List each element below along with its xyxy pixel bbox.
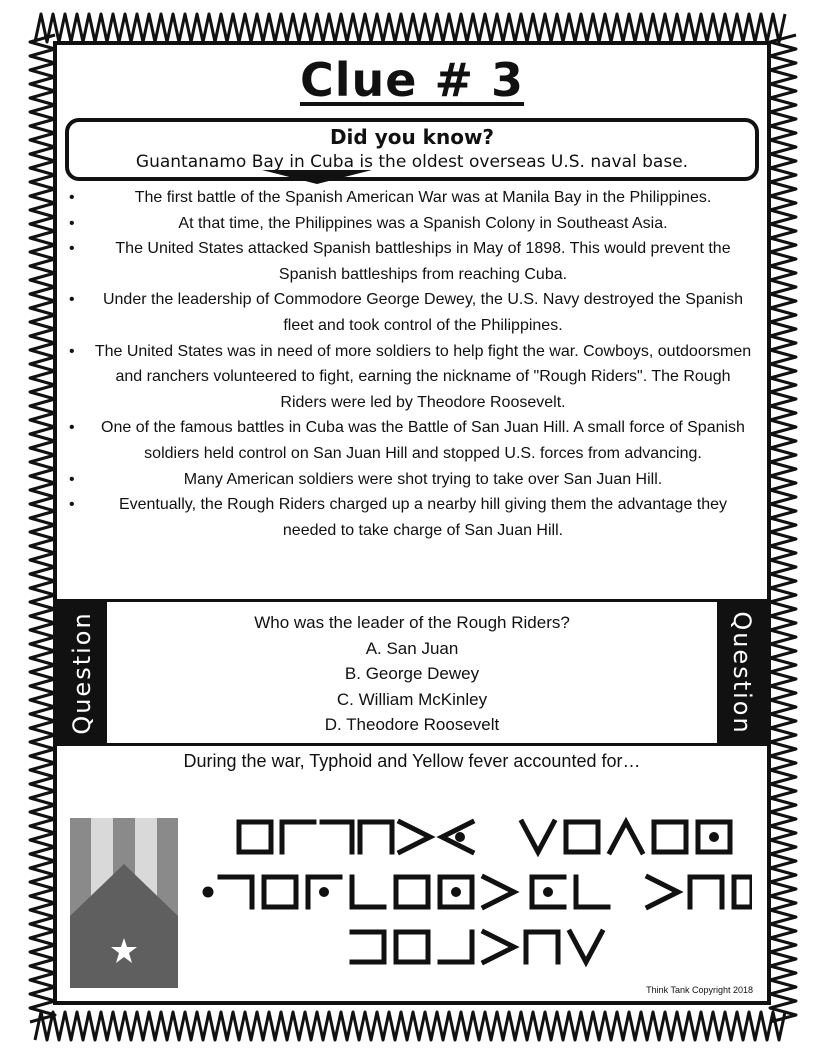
question-label: Question: [728, 610, 756, 735]
list-item: • The United States attacked Spanish battleships in May of 1898. This would prevent the Spanish battleships from reaching Cuba.: [57, 236, 767, 287]
answer-option-d[interactable]: D. Theodore Roosevelt: [324, 715, 500, 734]
list-item: • At that time, the Philippines was a Spanish Colony in Southeast Asia.: [57, 211, 767, 237]
list-item: • The first battle of the Spanish American War was at Manila Bay in the Philippines.: [57, 185, 767, 211]
cuba-flag-icon: [70, 818, 178, 988]
question-text: Who was the leader of the Rough Riders?: [254, 613, 570, 632]
answer-option-c[interactable]: C. William McKinley: [336, 689, 488, 709]
copyright-notice: Think Tank Copyright 2018: [646, 985, 753, 995]
list-item: • Under the leadership of Commodore George Dewey, the U.S. Navy destroyed the Spanish fleet and took control of the Philippines.: [57, 287, 767, 338]
list-item: • Many American soldiers were shot trying to take over San Juan Hill.: [57, 467, 767, 493]
list-item: • Eventually, the Rough Riders charged up a nearby hill giving them the advantage they needed to take charge of San Juan Hill.: [57, 492, 767, 543]
answer-option-b[interactable]: B. George Dewey: [344, 664, 480, 683]
fact-list: [57, 185, 767, 543]
did-you-know-text: Guantanamo Bay in Cuba is the oldest overseas U.S. naval base.: [135, 152, 689, 172]
list-item: • One of the famous battles in Cuba was the Battle of San Juan Hill. A small force of Spanish soldiers held control on San Juan Hill and stopped U.S. forces from advancing.: [57, 415, 767, 466]
clue-card: [57, 45, 767, 1001]
answer-option-a[interactable]: A. San Juan: [365, 638, 459, 658]
question-side-label-left: [57, 599, 107, 746]
fever-prompt: During the war, Typhoid and Yellow fever accounted for…: [183, 751, 641, 771]
page-title: Clue # 3: [299, 53, 525, 107]
question-panel: [107, 602, 717, 743]
did-you-know-box: [65, 118, 759, 181]
pigpen-cipher-message: [192, 810, 752, 980]
list-item: • The United States was in need of more soldiers to help fight the war. Cowboys, outdoorsmen and ranchers volunteered to fight, earning the nickname of "Rough Riders". The Rough Riders were led by Theodore Roosevelt.: [57, 339, 767, 416]
question-label: Question: [68, 610, 96, 735]
question-band: [57, 599, 767, 746]
question-side-label-right: [717, 599, 767, 746]
did-you-know-heading: Did you know?: [329, 125, 495, 149]
callout-notch: [262, 170, 372, 184]
